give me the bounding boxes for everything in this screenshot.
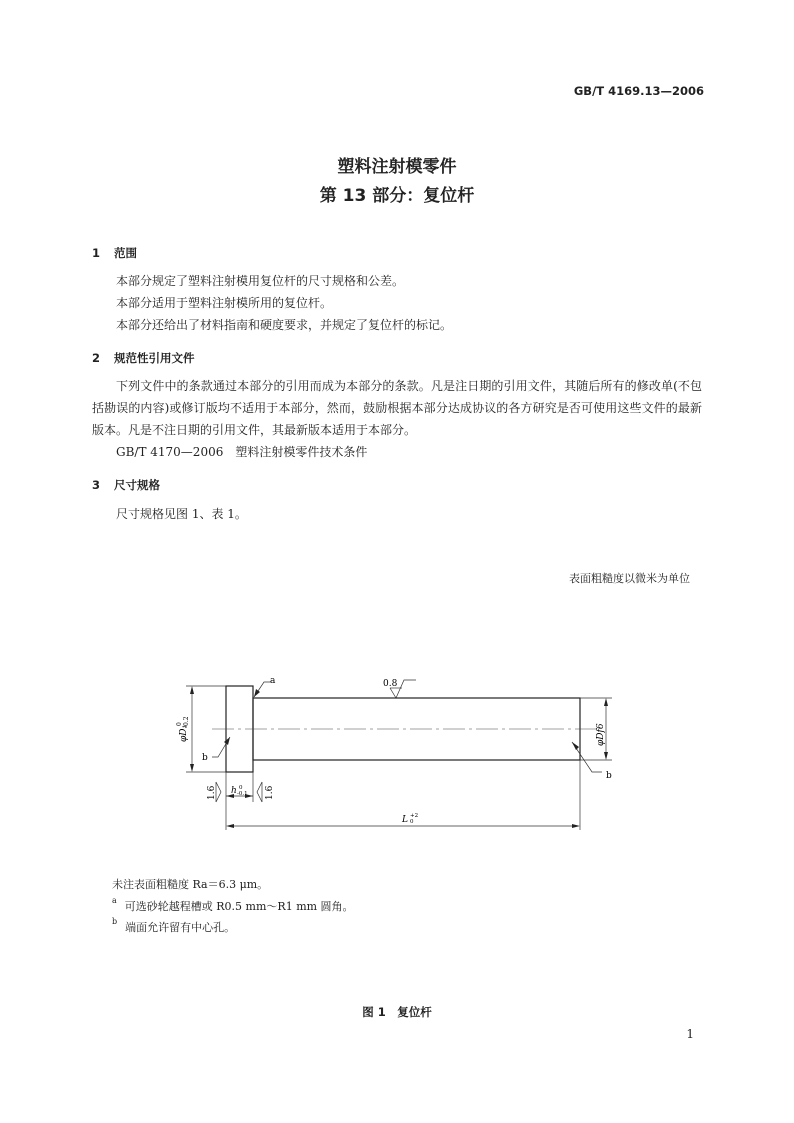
footnote-a — [112, 898, 354, 914]
footnote-text: 可选砂轮越程槽或 R0.5 mm～R1 mm 圆角。 — [124, 900, 354, 913]
unit-note: 表面粗糙度以微米为单位 — [569, 572, 690, 585]
section-1-heading — [92, 245, 137, 261]
head-height-tol-lower: -0.1 — [237, 791, 248, 797]
paragraph: 本部分规定了塑料注射模用复位杆的尺寸规格和公差。 — [116, 274, 405, 288]
footnote-b — [112, 919, 235, 935]
label-a: a — [270, 676, 276, 686]
page-number: 1 — [686, 1027, 694, 1041]
paragraph: 本部分还给出了材料指南和硬度要求，并规定了复位杆的标记。 — [116, 318, 453, 332]
general-roughness-note: 未注表面粗糙度 Ra＝6.3 μm。 — [112, 878, 269, 891]
footnote-text: 端面允许留有中心孔。 — [125, 921, 236, 934]
length-dimension: L — [402, 815, 408, 825]
reset-pin-drawing — [0, 660, 794, 840]
reference-item: GB/T 4170—2006 塑料注射模零件技术条件 — [116, 445, 368, 459]
tol-lower: -0.2 — [183, 716, 190, 728]
label-b-left: b — [202, 753, 208, 763]
tol-upper: 0 — [176, 722, 183, 726]
section-3-heading — [92, 477, 160, 493]
dim-text: φD₁ — [179, 724, 189, 742]
length-tol-upper: +2 — [410, 813, 419, 819]
roughness-1-6-right: 1.6 — [265, 785, 275, 800]
section-2-heading — [92, 350, 195, 366]
section-number: 3 — [92, 478, 101, 492]
figure-caption: 图 1 复位杆 — [362, 1005, 432, 1019]
section-number: 2 — [92, 351, 101, 365]
document-subtitle: 第 13 部分：复位杆 — [319, 186, 475, 206]
shaft-diameter-dimension: φDf6 — [596, 723, 606, 746]
section-title: 规范性引用文件 — [114, 351, 195, 365]
paragraph: 本部分适用于塑料注射模所用的复位杆。 — [116, 296, 333, 310]
footnote-mark: b — [112, 917, 118, 926]
footnote-mark: a — [112, 896, 117, 905]
head-height-tol-upper: 0 — [239, 785, 243, 791]
paragraph: 下列文件中的条款通过本部分的引用而成为本部分的条款。凡是注日期的引用文件，其随后所有的修改单(不包括勘误的内容)或修订版均不适用于本部分，然而，鼓励根据本部分达成协议的各方研究是否可使用这些文件的最新版本。凡是不注日期的引用文件，其最新版本适用于本部分。 — [92, 379, 702, 437]
standard-number: GB/T 4169.13—2006 — [573, 84, 704, 98]
section-number: 1 — [92, 246, 101, 260]
section-title: 尺寸规格 — [114, 478, 160, 492]
length-tol-lower: 0 — [410, 819, 414, 825]
section-title: 范围 — [114, 246, 137, 260]
head-diameter-dimension — [176, 716, 190, 742]
roughness-0-8: 0.8 — [383, 679, 398, 689]
roughness-1-6-left: 1.6 — [207, 785, 217, 800]
paragraph: 尺寸规格见图 1、表 1。 — [116, 507, 247, 521]
head-height-dimension: h — [231, 786, 237, 796]
document-title: 塑料注射模零件 — [337, 157, 457, 177]
label-b-right: b — [606, 771, 612, 781]
